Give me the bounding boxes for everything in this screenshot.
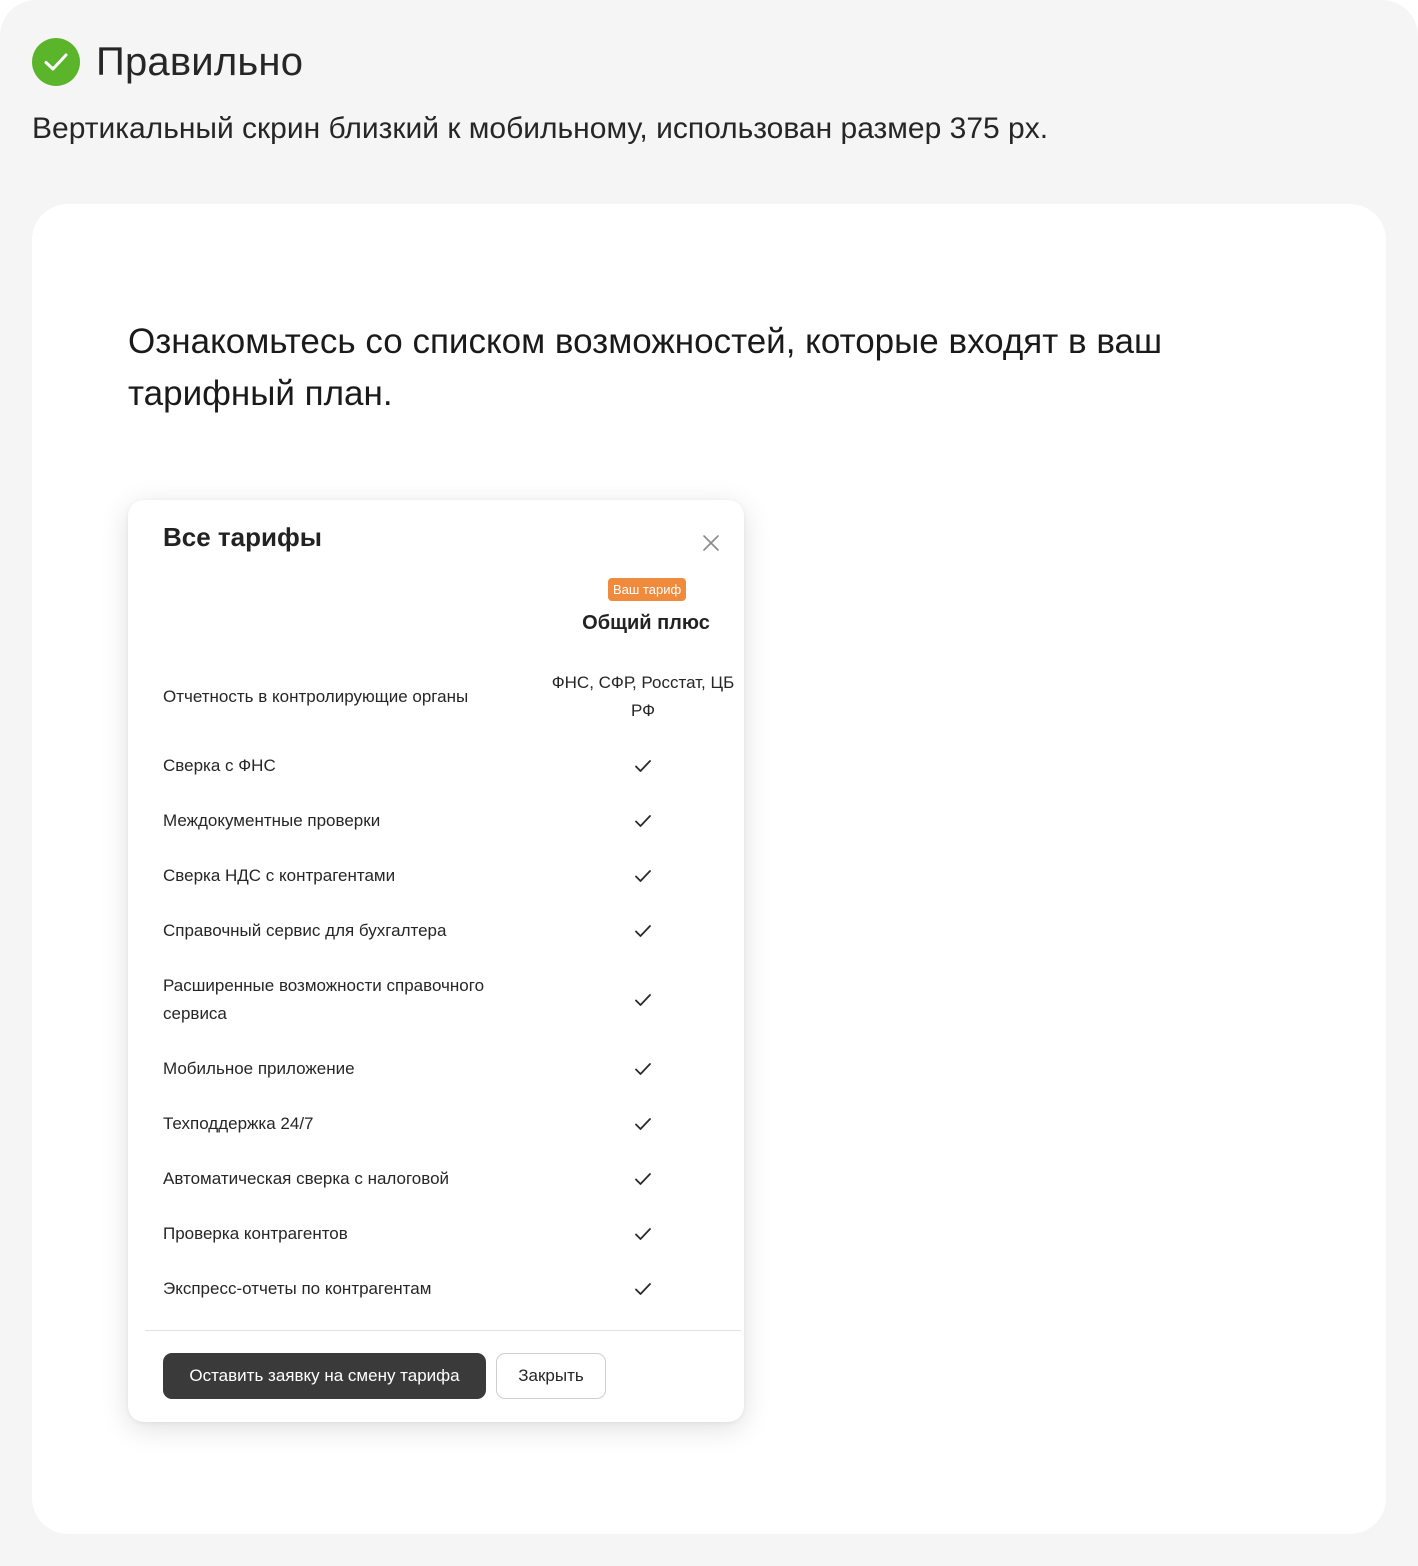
feature-label: Проверка контрагентов [163, 1224, 348, 1243]
feature-label: Техподдержка 24/7 [163, 1114, 314, 1133]
close-button[interactable]: Закрыть [496, 1353, 606, 1399]
feature-value: ФНС, СФР, Росстат, ЦБ РФ [551, 673, 735, 720]
footer-divider [145, 1330, 741, 1331]
check-icon [634, 1282, 652, 1296]
feature-label: Расширенные возможности справочного сервиса [163, 976, 485, 1023]
feature-label: Мобильное приложение [163, 1059, 355, 1078]
current-plan-badge: Ваш тариф [608, 578, 686, 601]
check-icon [634, 1227, 652, 1241]
feature-label: Междокументные проверки [163, 811, 381, 830]
success-check-icon [32, 38, 80, 86]
intro-text: Ознакомьтесь со списком возможностей, которые входят в ваш тарифный план. [128, 322, 1163, 413]
modal-title: Все тарифы [163, 522, 322, 552]
check-icon [634, 814, 652, 828]
feature-label: Экспресс-отчеты по контрагентам [163, 1279, 432, 1298]
example-card [32, 204, 1386, 1534]
status-header [32, 38, 303, 86]
feature-label: Отчетность в контролирующие органы [163, 687, 469, 706]
feature-label: Автоматическая сверка с налоговой [163, 1169, 450, 1188]
feature-label: Сверка с ФНС [163, 756, 276, 775]
plan-name: Общий плюс [582, 612, 710, 634]
feature-label: Справочный сервис для бухгалтера [163, 921, 447, 940]
check-icon [634, 759, 652, 773]
check-icon [634, 924, 652, 938]
check-icon [634, 1172, 652, 1186]
request-tariff-change-button[interactable]: Оставить заявку на смену тарифа [163, 1353, 486, 1399]
status-description: Вертикальный скрин близкий к мобильному, использован размер 375 px. [32, 112, 1049, 145]
close-icon[interactable] [698, 530, 724, 556]
check-icon [634, 1117, 652, 1131]
check-icon [634, 869, 652, 883]
check-icon [634, 1062, 652, 1076]
tariffs-modal [128, 500, 744, 1422]
status-title: Правильно [96, 39, 304, 84]
feature-label: Сверка НДС с контрагентами [163, 866, 396, 885]
check-icon [634, 993, 652, 1007]
